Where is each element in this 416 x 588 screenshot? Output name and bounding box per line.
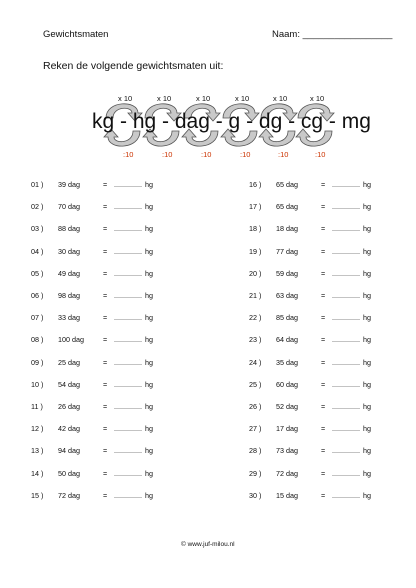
exercise-value: 17 dag [276, 424, 298, 434]
equals-sign: = [321, 468, 326, 478]
exercise-value: 50 dag [58, 468, 80, 478]
exercise-number: 30 ) [249, 490, 262, 500]
exercise-value: 100 dag [58, 335, 84, 345]
exercise-number: 01 ) [31, 180, 44, 189]
answer-unit: hg [145, 357, 153, 367]
answer-blank[interactable]: .............. [332, 268, 360, 278]
answer-unit: hg [363, 402, 371, 411]
exercise-number: 07 ) [31, 313, 44, 323]
exercise-number: 22 ) [249, 313, 262, 323]
conversion-arrows-graphic [0, 0, 416, 170]
exercise-value: 35 dag [276, 357, 298, 367]
divide-label: :10 [123, 150, 134, 159]
equals-sign: = [103, 490, 108, 500]
answer-blank[interactable]: .............. [332, 202, 360, 212]
answer-unit: hg [363, 180, 371, 189]
answer-unit: hg [145, 402, 153, 411]
answer-unit: hg [363, 313, 371, 323]
exercise-value: 63 dag [276, 291, 298, 300]
answer-blank[interactable]: .............. [332, 424, 360, 434]
exercise-value: 39 dag [58, 180, 80, 189]
answer-blank[interactable]: .............. [332, 402, 360, 411]
answer-unit: hg [145, 424, 153, 434]
exercise-value: 54 dag [58, 379, 80, 389]
answer-blank[interactable]: .............. [114, 246, 142, 256]
exercise-value: 30 dag [58, 246, 80, 256]
answer-unit: hg [145, 202, 153, 212]
equals-sign: = [103, 335, 108, 345]
answer-unit: hg [363, 424, 371, 434]
answer-blank[interactable]: .............. [114, 468, 142, 478]
exercise-number: 27 ) [249, 424, 262, 434]
answer-unit: hg [363, 490, 371, 500]
exercise-value: 33 dag [58, 313, 80, 323]
answer-blank[interactable]: .............. [332, 291, 360, 300]
answer-blank[interactable]: .............. [114, 379, 142, 389]
exercise-value: 77 dag [276, 246, 298, 256]
exercise-value: 72 dag [58, 490, 80, 500]
answer-blank[interactable]: .............. [332, 490, 360, 500]
exercise-value: 94 dag [58, 446, 80, 456]
exercise-value: 88 dag [58, 224, 80, 234]
divide-label: :10 [201, 150, 212, 159]
answer-blank[interactable]: .............. [332, 357, 360, 367]
equals-sign: = [321, 490, 326, 500]
equals-sign: = [103, 246, 108, 256]
exercise-number: 10 ) [31, 379, 44, 389]
exercise-number: 23 ) [249, 335, 262, 345]
answer-unit: hg [363, 446, 371, 456]
answer-unit: hg [145, 468, 153, 478]
answer-unit: hg [363, 246, 371, 256]
exercise-number: 12 ) [31, 424, 44, 434]
exercise-number: 19 ) [249, 246, 262, 256]
exercise-value: 73 dag [276, 446, 298, 456]
worksheet-title: Gewichtsmaten [43, 29, 109, 40]
exercise-number: 06 ) [31, 291, 44, 300]
unit-sequence: kg - hg - dag - g - dg - cg - mg [92, 110, 371, 133]
equals-sign: = [321, 291, 326, 300]
exercise-number: 28 ) [249, 446, 262, 456]
exercise-number: 14 ) [31, 468, 44, 478]
equals-sign: = [321, 446, 326, 456]
exercise-value: 65 dag [276, 180, 298, 189]
exercise-value: 49 dag [58, 268, 80, 278]
exercise-number: 15 ) [31, 490, 44, 500]
answer-unit: hg [145, 446, 153, 456]
answer-blank[interactable]: .............. [114, 490, 142, 500]
exercise-number: 17 ) [249, 202, 262, 212]
answer-blank[interactable]: .............. [332, 468, 360, 478]
equals-sign: = [321, 202, 326, 212]
answer-unit: hg [145, 268, 153, 278]
equals-sign: = [321, 335, 326, 345]
answer-blank[interactable]: .............. [332, 246, 360, 256]
exercise-value: 64 dag [276, 335, 298, 345]
answer-blank[interactable]: .............. [114, 202, 142, 212]
multiply-label: x 10 [273, 94, 288, 103]
answer-unit: hg [363, 268, 371, 278]
multiply-label: x 10 [235, 94, 250, 103]
multiply-label: x 10 [157, 94, 172, 103]
answer-blank[interactable]: .............. [114, 424, 142, 434]
equals-sign: = [103, 224, 108, 234]
answer-unit: hg [145, 335, 153, 345]
answer-unit: hg [145, 224, 153, 234]
equals-sign: = [103, 446, 108, 456]
answer-unit: hg [363, 379, 371, 389]
exercise-number: 24 ) [249, 357, 262, 367]
answer-blank[interactable]: .............. [332, 313, 360, 323]
divide-label: :10 [315, 150, 326, 159]
exercise-number: 26 ) [249, 402, 262, 411]
exercise-value: 25 dag [58, 357, 80, 367]
exercise-number: 29 ) [249, 468, 262, 478]
equals-sign: = [321, 357, 326, 367]
answer-unit: hg [145, 180, 153, 189]
equals-sign: = [321, 424, 326, 434]
answer-unit: hg [145, 379, 153, 389]
equals-sign: = [321, 313, 326, 323]
footer-copyright: © www.juf-milou.nl [181, 541, 235, 548]
exercise-number: 04 ) [31, 246, 44, 256]
exercise-value: 52 dag [276, 402, 298, 411]
equals-sign: = [103, 424, 108, 434]
exercise-number: 20 ) [249, 268, 262, 278]
exercise-value: 42 dag [58, 424, 80, 434]
equals-sign: = [103, 268, 108, 278]
equals-sign: = [321, 224, 326, 234]
answer-blank[interactable]: .............. [114, 335, 142, 345]
answer-blank[interactable]: .............. [114, 446, 142, 456]
exercise-number: 25 ) [249, 379, 262, 389]
multiply-label: x 10 [310, 94, 325, 103]
answer-unit: hg [145, 291, 153, 300]
equals-sign: = [103, 291, 108, 300]
answer-unit: hg [363, 357, 371, 367]
answer-blank[interactable]: .............. [332, 379, 360, 389]
answer-unit: hg [145, 313, 153, 323]
answer-blank[interactable]: .............. [114, 268, 142, 278]
exercise-value: 70 dag [58, 202, 80, 212]
exercise-number: 05 ) [31, 268, 44, 278]
exercise-value: 15 dag [276, 490, 298, 500]
equals-sign: = [321, 246, 326, 256]
exercise-value: 65 dag [276, 202, 298, 212]
answer-blank[interactable]: .............. [114, 313, 142, 323]
equals-sign: = [321, 379, 326, 389]
exercise-number: 16 ) [249, 180, 262, 189]
answer-unit: hg [363, 202, 371, 212]
exercise-number: 09 ) [31, 357, 44, 367]
exercise-number: 03 ) [31, 224, 44, 234]
equals-sign: = [321, 402, 326, 411]
divide-label: :10 [162, 150, 173, 159]
multiply-label: x 10 [196, 94, 211, 103]
divide-label: :10 [278, 150, 289, 159]
exercise-number: 18 ) [249, 224, 262, 234]
answer-unit: hg [363, 335, 371, 345]
exercise-value: 18 dag [276, 224, 298, 234]
exercise-value: 98 dag [58, 291, 80, 300]
answer-unit: hg [145, 246, 153, 256]
exercise-value: 59 dag [276, 268, 298, 278]
multiply-label: x 10 [118, 94, 133, 103]
equals-sign: = [103, 313, 108, 323]
exercise-value: 26 dag [58, 402, 80, 411]
answer-unit: hg [363, 291, 371, 300]
exercise-value: 60 dag [276, 379, 298, 389]
answer-unit: hg [145, 490, 153, 500]
answer-blank[interactable]: .............. [332, 335, 360, 345]
equals-sign: = [103, 402, 108, 411]
exercise-value: 85 dag [276, 313, 298, 323]
exercise-number: 02 ) [31, 202, 44, 212]
answer-blank[interactable]: .............. [114, 291, 142, 300]
answer-blank[interactable]: .............. [114, 402, 142, 411]
equals-sign: = [103, 202, 108, 212]
answer-blank[interactable]: .............. [114, 180, 142, 189]
answer-blank[interactable]: .............. [332, 180, 360, 189]
name-field-label[interactable]: Naam: _________________ [272, 29, 393, 40]
answer-blank[interactable]: .............. [114, 357, 142, 367]
answer-blank[interactable]: .............. [332, 446, 360, 456]
instruction-text: Reken de volgende gewichtsmaten uit: [43, 60, 224, 72]
exercise-number: 21 ) [249, 291, 262, 300]
equals-sign: = [103, 357, 108, 367]
equals-sign: = [321, 268, 326, 278]
answer-blank[interactable]: .............. [114, 224, 142, 234]
answer-unit: hg [363, 468, 371, 478]
equals-sign: = [103, 379, 108, 389]
equals-sign: = [321, 180, 326, 189]
exercise-number: 13 ) [31, 446, 44, 456]
equals-sign: = [103, 180, 108, 189]
answer-unit: hg [363, 224, 371, 234]
equals-sign: = [103, 468, 108, 478]
answer-blank[interactable]: .............. [332, 224, 360, 234]
exercise-value: 72 dag [276, 468, 298, 478]
exercise-number: 11 ) [31, 402, 43, 411]
exercise-number: 08 ) [31, 335, 44, 345]
divide-label: :10 [240, 150, 251, 159]
